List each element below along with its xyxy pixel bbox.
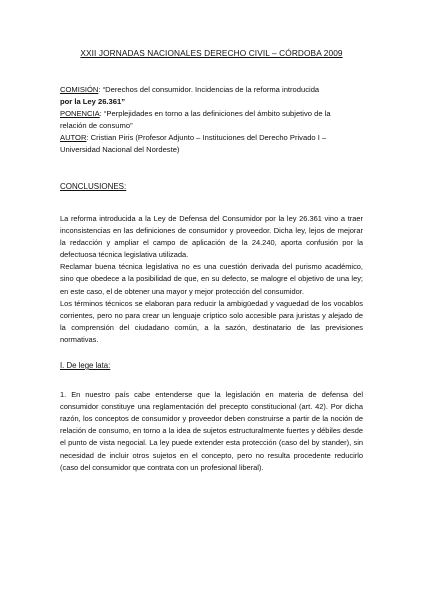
comision-line	[60, 84, 363, 96]
de-lege-lata-heading: I. De lege lata:	[60, 361, 111, 371]
ponencia-label: PONENCIA	[60, 109, 100, 118]
autor-line-2	[60, 144, 363, 156]
comision-bold: por la Ley 26.361”	[60, 97, 126, 106]
autor-text: : Cristian Piris (Profesor Adjunto – Instituciones del Derecho Privado I –	[86, 133, 327, 142]
autor-label: AUTOR	[60, 133, 87, 142]
conclusiones-paragraph-1: La reforma introducida a la Ley de Defensa del Consumidor por la ley 26.361 vino a traer inconsistencias en las definiciones de consumidor y proveedor. Dicha ley, lejos de mejorar la redacción y ampliar el campo de aplicación de la 24.240, aporta confusión por la defectuosa técnica legislativa utilizada.	[60, 214, 363, 260]
ponencia-line-2	[60, 120, 363, 132]
ponencia-cont: relación de consumo”	[60, 121, 133, 130]
conclusiones-heading: CONCLUSIONES:	[60, 182, 127, 191]
document-title: XXII JORNADAS NACIONALES DERECHO CIVIL – CÓRDOBA 2009	[80, 48, 343, 58]
de-lege-lata-paragraph-1: 1. En nuestro país cabe entenderse que la legislación en materia de defensa del consumidor constituye una reglamentación del precepto constitucional (art. 42). Por dicha razón, los conceptos de consumidor y proveedor deben construirse a partir de la noción de relación de consumo, en torno a la idea de sujetos estructuralmente fuertes y débiles desde el punto de vista negocial. La ley puede extender esta protección (caso del by stander), sin necesidad de incluir otros sujetos en el concepto, pero no resulta procedente reducirlo (caso del consumidor que contrata con un profesional liberal).	[60, 390, 363, 472]
ponencia-text: : “Perplejidades en torno a las definiciones del ámbito subjetivo de la	[99, 109, 331, 118]
ponencia-line	[60, 108, 363, 120]
comision-label: COMISIÓN	[60, 85, 99, 94]
document-meta	[60, 84, 363, 156]
comision-line-2	[60, 96, 363, 108]
autor-line	[60, 132, 363, 144]
comision-text: : “Derechos del consumidor. Incidencias de la reforma introducida	[98, 85, 320, 94]
conclusiones-paragraph-3: Los términos técnicos se elaboran para reducir la ambigüedad y vaguedad de los vocablos corrientes, pero no para crear un lenguaje críptico solo accesible para juristas y alejado de la comprensión del ciudadano común, a la sazón, destinatario de las previsiones normativas.	[60, 298, 363, 344]
conclusiones-paragraph-2: Reclamar buena técnica legislativa no es una cuestión derivada del purismo académico, sino que obedece a la posibilidad de que, en su defecto, se malogre el objetivo de una ley; en este caso, el de obtener una mayor y mejor protección del consumidor.	[60, 262, 363, 296]
autor-cont: Universidad Nacional del Nordeste)	[60, 145, 180, 154]
